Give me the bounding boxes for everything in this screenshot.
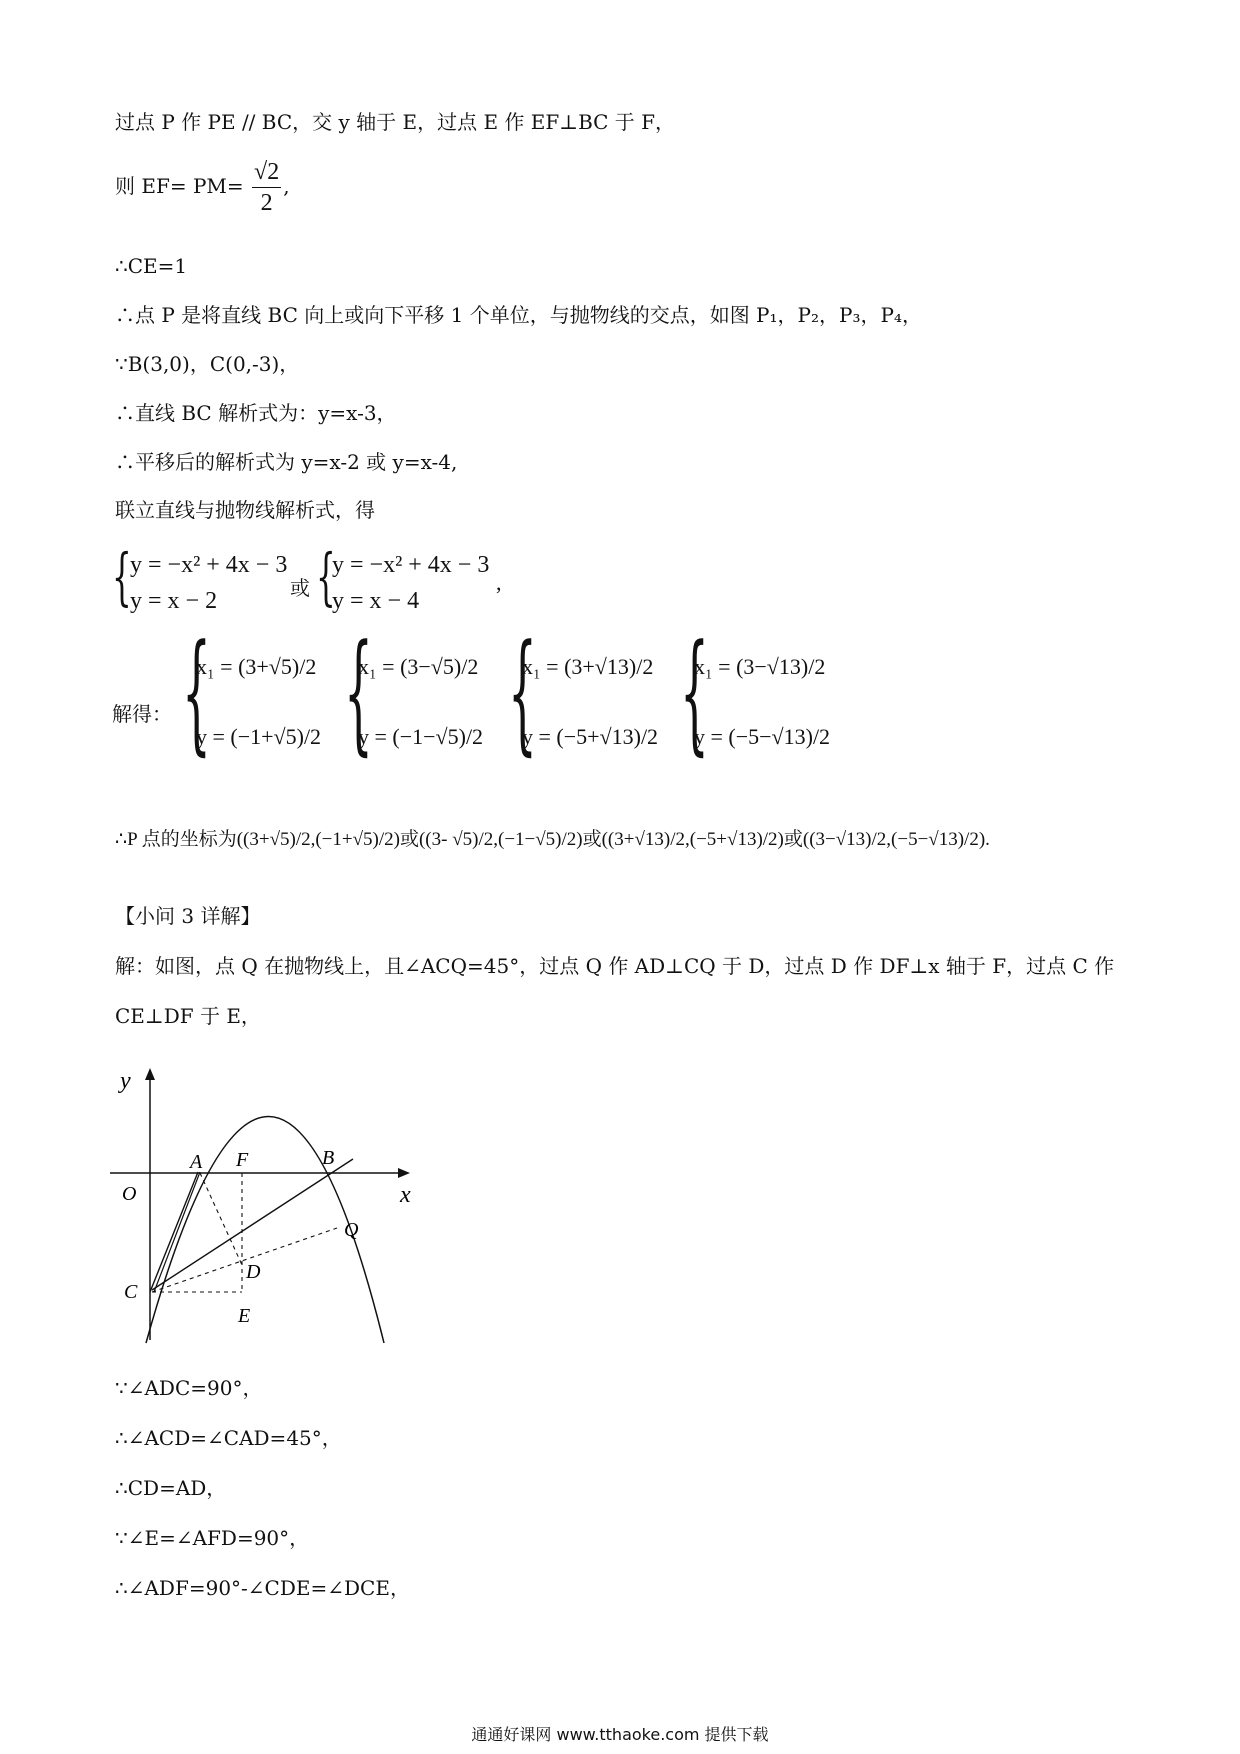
text-line-8: 联立直线与抛物线解析式，得 xyxy=(115,498,375,522)
line-2-prefix: 则 EF= PM= xyxy=(115,174,244,198)
solution-1-y: y = (−1+√5)/2 xyxy=(196,724,322,749)
label-e: E xyxy=(238,1305,251,1327)
text-line-12: ∴∠ACD=∠CAD=45°， xyxy=(115,1426,342,1450)
fraction-denominator: 2 xyxy=(260,190,273,216)
text-line-6: ∴直线 BC 解析式为：y=x-3， xyxy=(115,401,397,425)
solutions-block xyxy=(112,616,1162,776)
footer-watermark: 通通好课网 www.tthaoke.com 提供下载 xyxy=(471,1725,769,1744)
text-line-15: ∴∠ADF=90°-∠CDE=∠DCE， xyxy=(115,1576,410,1600)
fraction-numerator: √2 xyxy=(252,160,281,188)
line-ca xyxy=(150,1172,198,1292)
solve-label: 解得： xyxy=(112,702,172,726)
solution-4-brace: { xyxy=(680,616,709,768)
solution-4-x: x₁ = (3−√13)/2 xyxy=(694,654,826,679)
text-line-4: ∴点 P 是将直线 BC 向上或向下平移 1 个单位，与抛物线的交点，如图 P₁，P₂，P₃，P₄， xyxy=(115,303,922,327)
p-coordinates-line: ∴P 点的坐标为((3+√5)/2,(−1+√5)/2)或((3- √5)/2,(−1−√5)/2)或((3+√13)/2,(−5+√13)/2)或((3−√13)/2,(−5−√13)/2). xyxy=(115,829,990,850)
solution-2-y: y = (−1−√5)/2 xyxy=(358,724,484,749)
text-line-10: CE⊥DF 于 E， xyxy=(115,1004,261,1028)
label-a: A xyxy=(190,1151,203,1173)
line-ad xyxy=(200,1173,242,1265)
label-d: D xyxy=(246,1261,261,1283)
solution-3-brace: { xyxy=(508,616,537,768)
system-2-row-2: y = x − 4 xyxy=(332,588,420,614)
solution-1-brace: { xyxy=(182,616,211,768)
equation-systems: { y = −x² + 4x − 3 y = x − 2 或 { y = −x² + 4x − 3 y = x − 4 , xyxy=(112,540,502,614)
solution-1-x: x₁ = (3+√5)/2 xyxy=(196,654,317,679)
text-line-9: 解：如图，点 Q 在抛物线上，且∠ACQ=45°，过点 Q 作 AD⊥CQ 于 D，过点 D 作 DF⊥x 轴于 F，过点 C 作 xyxy=(115,954,1115,978)
label-x: x xyxy=(400,1182,411,1208)
system-1-row-2: y = x − 2 xyxy=(130,588,218,614)
text-line-11: ∵∠ADC=90°， xyxy=(115,1376,263,1400)
solution-2-x: x₁ = (3−√5)/2 xyxy=(358,654,479,679)
sqrt2-over-2-fraction xyxy=(252,160,281,215)
text-line-3: ∴CE=1 xyxy=(115,254,188,278)
text-line-14: ∵∠E=∠AFD=90°， xyxy=(115,1526,310,1550)
label-b: B xyxy=(322,1147,335,1169)
geometry-figure xyxy=(100,1060,430,1350)
solution-3-y: y = (−5+√13)/2 xyxy=(522,724,659,749)
solution-2-brace: { xyxy=(344,616,373,768)
system-1-row-1: y = −x² + 4x − 3 xyxy=(130,552,288,578)
label-q: Q xyxy=(344,1219,359,1241)
or-word: 或 xyxy=(290,576,310,600)
solution-4-y: y = (−5−√13)/2 xyxy=(694,724,831,749)
y-axis-arrow-icon xyxy=(145,1068,155,1080)
text-line-5: ∵B(3,0)，C(0,-3)， xyxy=(115,352,300,376)
text-line-1: 过点 P 作 PE // BC，交 y 轴于 E，过点 E 作 EF⊥BC 于 F， xyxy=(115,110,676,134)
text-line-13: ∴CD=AD， xyxy=(115,1476,227,1500)
label-o: O xyxy=(122,1183,137,1205)
label-y: y xyxy=(120,1068,131,1094)
x-axis-arrow-icon xyxy=(398,1168,410,1178)
section-heading: 【小问 3 详解】 xyxy=(115,904,261,928)
text-line-2: 则 EF= PM= $\frac{√2}{2}$ , xyxy=(115,159,290,216)
label-c: C xyxy=(124,1281,138,1303)
text-line-7: ∴平移后的解析式为 y=x-2 或 y=x-4, xyxy=(115,450,458,474)
system-2-row-1: y = −x² + 4x − 3 xyxy=(332,552,490,578)
solution-3-x: x₁ = (3+√13)/2 xyxy=(522,654,654,679)
label-f: F xyxy=(236,1149,249,1171)
left-brace-2: { xyxy=(316,540,336,613)
left-brace-1: { xyxy=(112,540,132,613)
